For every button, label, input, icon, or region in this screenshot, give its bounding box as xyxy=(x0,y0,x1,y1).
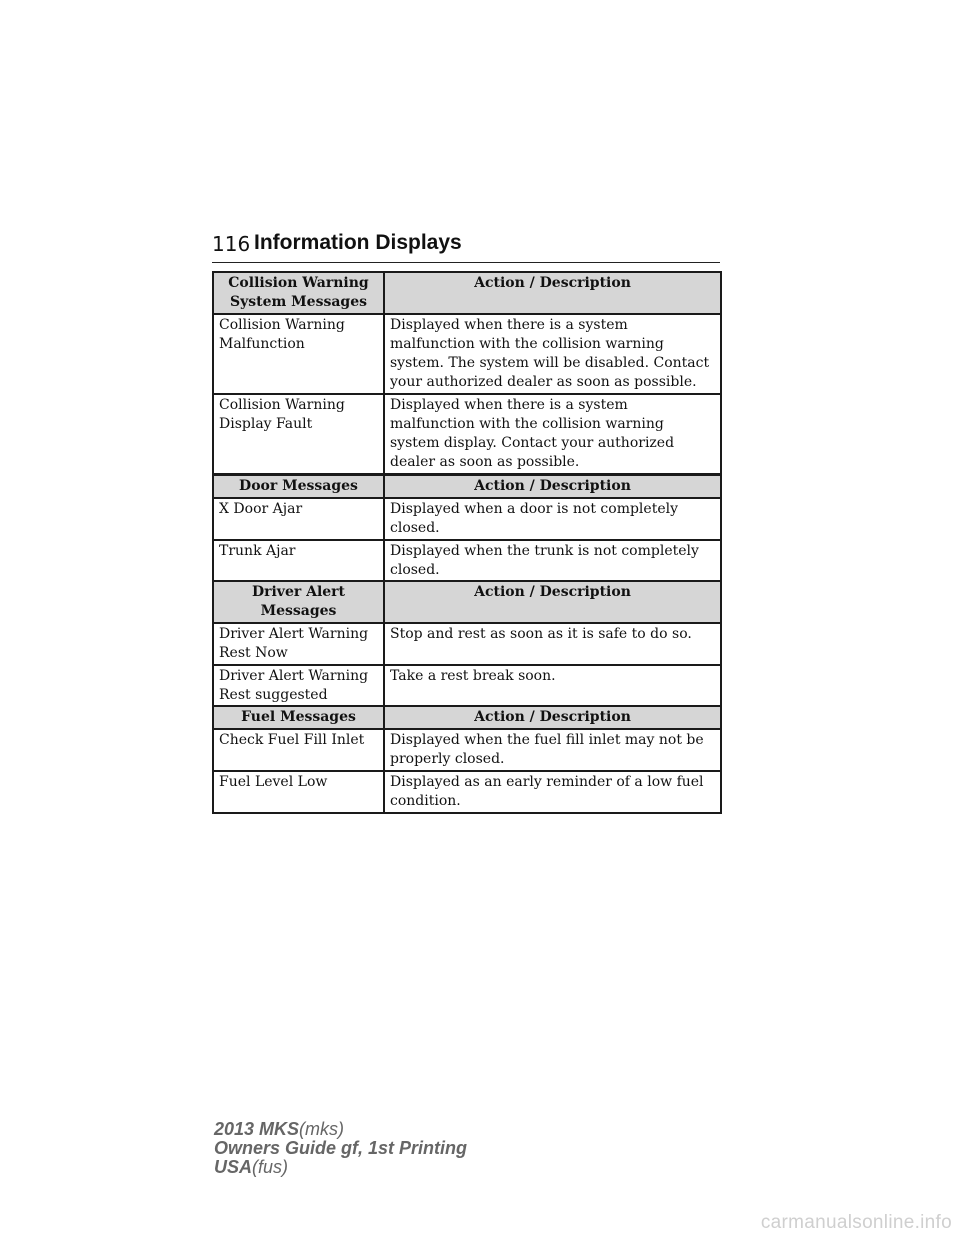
fuel-messages-table xyxy=(212,705,722,814)
description-cell: Displayed when there is a system malfunction with the collision warning system display. Contact your authorized dealer as soon as possible. xyxy=(384,394,721,474)
footer-region: USA xyxy=(214,1157,253,1177)
page-title: Information Displays xyxy=(254,231,462,254)
column-header: Action / Description xyxy=(384,475,721,498)
table-row xyxy=(213,729,721,771)
table-header-row xyxy=(213,581,721,623)
table-row xyxy=(213,498,721,540)
description-cell: Displayed as an early reminder of a low fuel condition. xyxy=(384,771,721,813)
footer-line-model xyxy=(214,1120,467,1139)
footer-line-region xyxy=(214,1158,467,1177)
print-footer xyxy=(214,1120,467,1177)
table-header-row xyxy=(213,706,721,729)
footer-model: 2013 MKS xyxy=(214,1119,300,1139)
driver-alert-table xyxy=(212,580,722,708)
description-cell: Displayed when the trunk is not completely closed. xyxy=(384,540,721,582)
column-header: Action / Description xyxy=(384,706,721,729)
column-header: Action / Description xyxy=(384,581,721,623)
column-header: Driver Alert Messages xyxy=(213,581,384,623)
table-row xyxy=(213,665,721,707)
footer-model-code: (mks) xyxy=(299,1119,345,1139)
table-row xyxy=(213,771,721,813)
footer-guide: Owners Guide gf, 1st Printing xyxy=(214,1138,468,1158)
message-cell: Driver Alert Warning Rest Now xyxy=(213,623,384,665)
description-cell: Take a rest break soon. xyxy=(384,665,721,707)
message-cell: Collision Warning Display Fault xyxy=(213,394,384,474)
description-cell: Displayed when a door is not completely closed. xyxy=(384,498,721,540)
column-header: Action / Description xyxy=(384,272,721,314)
footer-line-guide xyxy=(214,1139,467,1158)
message-cell: X Door Ajar xyxy=(213,498,384,540)
table-row xyxy=(213,394,721,474)
description-cell: Stop and rest as soon as it is safe to do so. xyxy=(384,623,721,665)
table-row xyxy=(213,623,721,665)
column-header: Collision Warning System Messages xyxy=(213,272,384,314)
message-cell: Collision Warning Malfunction xyxy=(213,314,384,394)
table-header-row xyxy=(213,475,721,498)
table-row xyxy=(213,314,721,394)
page-number: 116 xyxy=(212,232,251,256)
column-header: Door Messages xyxy=(213,475,384,498)
table-row xyxy=(213,540,721,582)
column-header: Fuel Messages xyxy=(213,706,384,729)
description-cell: Displayed when the fuel fill inlet may not be properly closed. xyxy=(384,729,721,771)
message-cell: Trunk Ajar xyxy=(213,540,384,582)
table-header-row xyxy=(213,272,721,314)
collision-warning-table xyxy=(212,271,722,475)
footer-region-code: (fus) xyxy=(252,1157,289,1177)
message-cell: Check Fuel Fill Inlet xyxy=(213,729,384,771)
page-header xyxy=(212,228,720,263)
door-messages-table xyxy=(212,474,722,583)
message-cell: Driver Alert Warning Rest suggested xyxy=(213,665,384,707)
description-cell: Displayed when there is a system malfunction with the collision warning system. The system will be disabled. Contact your authorized dealer as soon as possible. xyxy=(384,314,721,394)
message-cell: Fuel Level Low xyxy=(213,771,384,813)
site-watermark: carmanualsonline.info xyxy=(760,1212,952,1233)
